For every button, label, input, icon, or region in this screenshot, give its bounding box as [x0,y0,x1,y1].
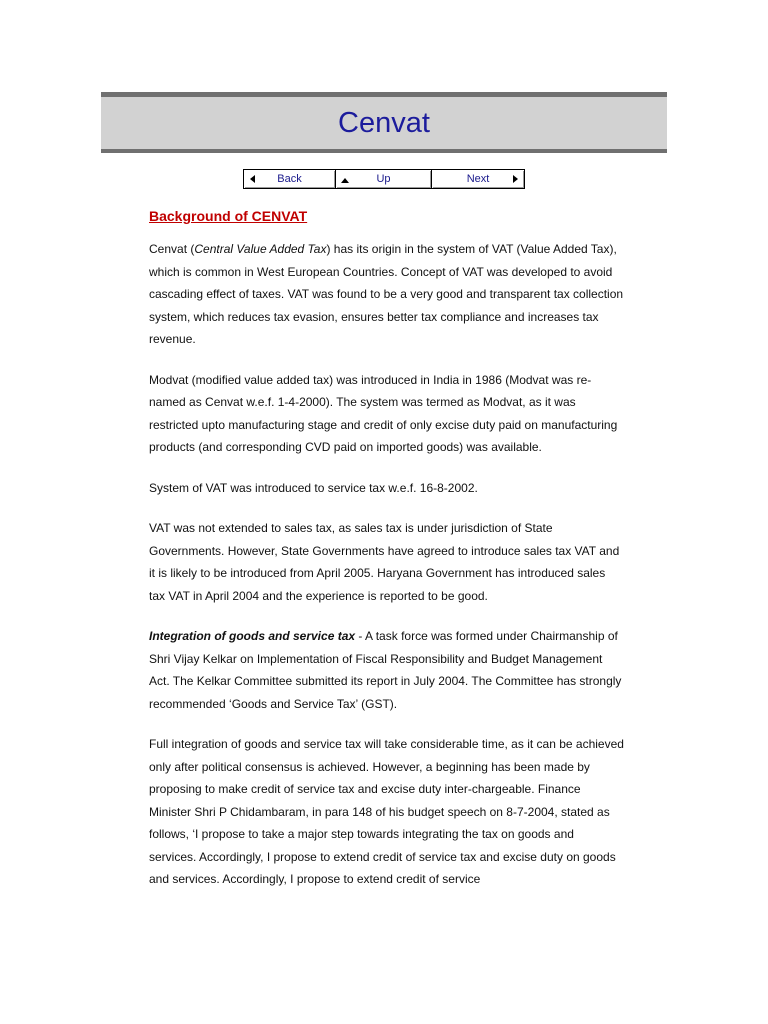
next-button[interactable] [432,170,524,188]
page-title: Cenvat [338,106,430,139]
paragraph-origin [149,238,624,351]
paragraph-integration-lead: Integration of goods and service tax [149,629,356,643]
paragraph-full-integration: Full integration of goods and service tax will take considerable time, as it can be achieved only after political consensus is achieved. However, a beginning has been made by proposing to make credit of service tax and excise duty inter-chargeable. Finance Minister Shri P Chidambaram, in para 148 of his budget speech on 8-7-2004, stated as follows, ‘I propose to take a major step towards integrating the tax on goods and services. Accordingly, I propose to extend credit of service tax and excise duty on goods and services. Accordingly, I propose to extend credit of service [149,737,624,886]
back-button-label: Back [277,173,302,185]
paragraph-origin-rest: ) has its origin in the system of VAT (Value Added Tax), which is common in West European Countries. Concept of VAT was developed to avoid cascading effect of taxes. VAT was found to be a very good and transparent tax collection system, which reduces tax evasion, ensures better tax compliance and increases tax revenue. [149,242,624,346]
arrow-left-icon [250,175,255,183]
arrow-up-icon [341,178,349,183]
next-button-label: Next [466,173,490,185]
paragraph-origin-start: Cenvat ( [149,242,195,256]
section-heading: Background of CENVAT [149,208,308,224]
up-button[interactable] [336,170,432,188]
paragraph-modvat: Modvat (modified value added tax) was introduced in India in 1986 (Modvat was re-named as Cenvat w.e.f. 1-4-2000). The system was termed as Modvat, as it was restricted upto manufacturing stage and credit of only excise duty paid on manufacturing products (and corresponding CVD paid on imported goods) was available. [149,372,618,454]
back-button[interactable] [244,170,336,188]
up-button-label: Up [376,173,391,185]
paragraph-integration-rest: - A task force was formed under Chairmanship of Shri Vijay Kelkar on Implementation of Fiscal Responsibility and Budget Management Act. The Kelkar Committee submitted its report in July 2004. The Committee has strongly recommended ‘Goods and Service Tax’ (GST). [149,629,622,711]
paragraph-sales-tax: VAT was not extended to sales tax, as sales tax is under jurisdiction of State Governments. However, State Governments have agreed to introduce sales tax VAT and it is likely to be introduced from April 2005. Haryana Government has introduced sales tax VAT in April 2004 and the experience is reported to be good. [149,521,620,603]
nav-bar [243,169,525,189]
arrow-right-icon [513,175,518,183]
paragraph-integration [149,625,624,715]
paragraph-service-tax: System of VAT was introduced to service tax w.e.f. 16-8-2002. [149,480,478,495]
article-content [149,206,624,909]
paragraph-origin-italic: Central Value Added Tax [194,242,327,256]
title-banner [101,92,667,153]
